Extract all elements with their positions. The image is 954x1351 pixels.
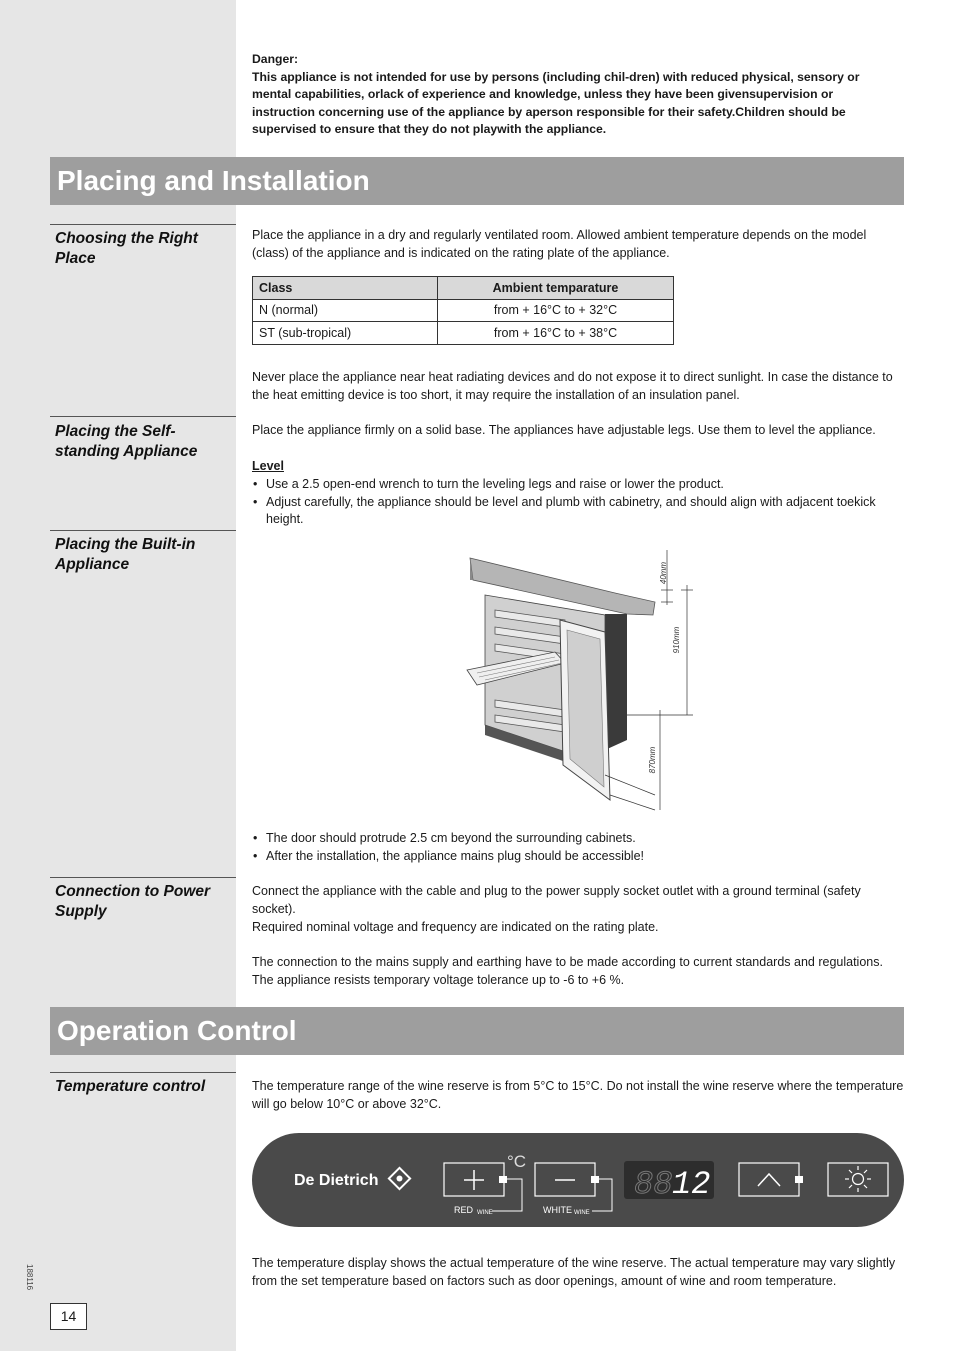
up-indicator xyxy=(795,1176,803,1183)
section-rule xyxy=(50,530,236,531)
dimension-label: 40mm xyxy=(659,561,668,585)
built-in-notes xyxy=(252,830,904,866)
red-wine-plus-button[interactable] xyxy=(444,1163,504,1196)
section-title-placing: Placing and Installation xyxy=(50,157,904,205)
control-panel-graphic xyxy=(252,1133,904,1227)
subsection-title-built-in: Placing the Built-in Appliance xyxy=(55,536,196,573)
table-cell: N (normal) xyxy=(253,299,438,322)
white-wine-minus-button[interactable] xyxy=(535,1163,595,1196)
control-panel xyxy=(252,1133,904,1227)
table-cell: ST (sub-tropical) xyxy=(253,322,438,345)
list-item: • The door should protrude 2.5 cm beyond the surrounding cabinets. xyxy=(252,830,904,848)
white-wine-indicator xyxy=(591,1176,599,1183)
table-header-row xyxy=(253,277,674,300)
danger-text: This appliance is not intended for use by persons (including chil-dren) with reduced physical, sensory or mental capabilities, orlack of experience and knowledge, unless they have been givensupervision or instruction concerning use of the appliance by aperson responsible for their safety.Children should be supervised to ensure that they do not playwith the appliance. xyxy=(252,69,860,137)
celsius-unit: °C xyxy=(507,1152,527,1171)
section-rule xyxy=(50,224,236,225)
subsection-title-self-standing: Placing the Self-standing Appliance xyxy=(55,423,198,460)
level-heading: Level xyxy=(252,459,284,473)
list-item: • After the installation, the appliance mains plug should be accessible! xyxy=(252,848,904,866)
climate-class-table xyxy=(252,276,674,345)
brand-diamond-icon xyxy=(389,1168,410,1189)
up-arrow-button[interactable] xyxy=(739,1163,799,1196)
power-paragraph: The connection to the mains supply and earthing have to be made according to current standards and regulations. The appliance resists temporary voltage tolerance up to -6 to +6 %. xyxy=(252,955,883,987)
section-title-operation: Operation Control xyxy=(50,1007,904,1055)
subsection-title-temperature: Temperature control xyxy=(55,1078,206,1095)
list-item: • Use a 2.5 open-end wrench to turn the leveling legs and raise or lower the product. xyxy=(252,476,904,494)
built-in-installation-diagram xyxy=(455,535,705,820)
section-rule xyxy=(50,1072,236,1073)
table-row xyxy=(253,322,674,345)
choosing-note: Never place the appliance near heat radiating devices and do not expose it to direct sunlight. In case the distance to the heat emitting device is too short, it may require the installation of an insulation panel. xyxy=(252,370,893,402)
subsection-title-choosing: Choosing the Right Place xyxy=(55,230,198,267)
power-paragraph: Required nominal voltage and frequency are indicated on the rating plate. xyxy=(252,919,659,934)
dimension-label: 910mm xyxy=(672,626,681,654)
chevron-up-icon xyxy=(758,1174,780,1186)
light-bulb-icon xyxy=(845,1166,871,1192)
temperature-display: 12 xyxy=(672,1166,711,1203)
level-block xyxy=(252,458,904,529)
page-number: 14 xyxy=(50,1303,87,1330)
dimension-label: 870mm xyxy=(648,746,657,774)
red-wine-label: RED xyxy=(454,1205,474,1215)
table-header-temperature: Ambient temparature xyxy=(438,277,674,300)
danger-notice xyxy=(252,51,892,139)
document-code: 188116 xyxy=(25,1264,34,1291)
white-wine-sub-label: WINE xyxy=(574,1210,590,1216)
white-wine-label: WHITE xyxy=(543,1205,572,1215)
list-item: • Adjust carefully, the appliance should be level and plumb with cabinetry, and should align with adjacent toekick height. xyxy=(252,494,904,530)
choosing-intro: Place the appliance in a dry and regularly ventilated room. Allowed ambient temperature depends on the model (class) of the appliance and is indicated on the rating plate of the appliance. xyxy=(252,228,867,260)
section-rule xyxy=(50,877,236,878)
light-button[interactable] xyxy=(828,1163,888,1196)
power-paragraph: Connect the appliance with the cable and plug to the power supply socket outlet with a ground terminal (safety socket). xyxy=(252,884,861,916)
table-cell: from + 16°C to + 32°C xyxy=(438,299,674,322)
self-standing-text: Place the appliance firmly on a solid base. The appliances have adjustable legs. Use them to level the appliance. xyxy=(252,423,876,437)
brand-logo-text: De Dietrich xyxy=(294,1172,379,1189)
power-text xyxy=(252,883,904,936)
table-cell: from + 16°C to + 38°C xyxy=(438,322,674,345)
temperature-footer-text: The temperature display shows the actual temperature of the wine reserve. The actual temperature may vary slightly from the set temperature based on factors such as door openings, amount of wine and room temperature. xyxy=(252,1256,896,1288)
temperature-text: The temperature range of the wine reserve is from 5°C to 15°C. Do not install the wine reserve where the temperature will go below 10°C or above 32°C. xyxy=(252,1079,904,1111)
red-wine-indicator xyxy=(499,1176,507,1183)
danger-heading: Danger: xyxy=(252,52,299,66)
subsection-title-power: Connection to Power Supply xyxy=(55,883,210,920)
table-row xyxy=(253,299,674,322)
table-header-class: Class xyxy=(253,277,438,300)
red-wine-sub-label: WINE xyxy=(477,1210,493,1216)
section-rule xyxy=(50,416,236,417)
svg-text:88: 88 xyxy=(634,1166,673,1203)
